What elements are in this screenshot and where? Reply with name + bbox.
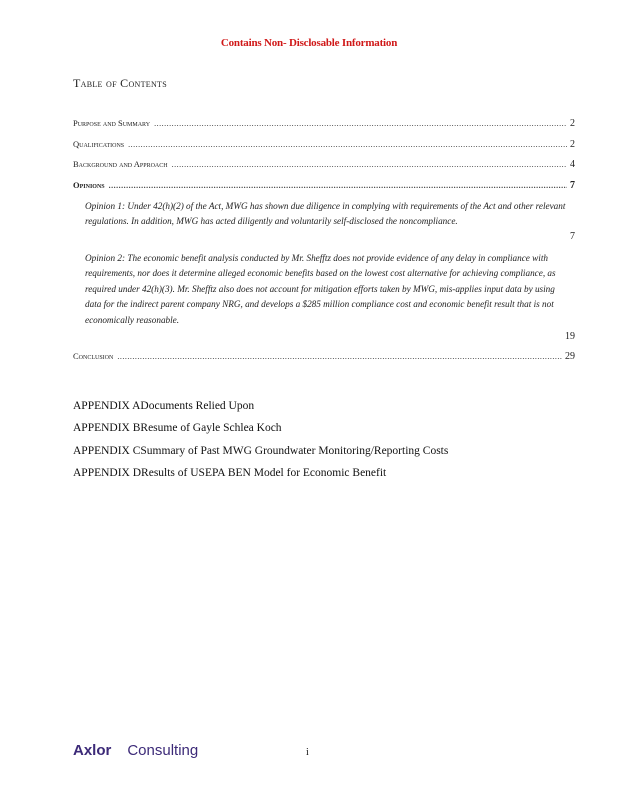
toc-entry-page: 19 [565,331,575,342]
dot-leader [109,181,567,190]
toc-entry-page: 2 [570,139,575,150]
confidentiality-notice: Contains Non- Disclosable Information [220,37,398,49]
toc-entry-background[interactable] [73,159,575,170]
opinion-2-text: Opinion 2: The economic benefit analysis conducted by Mr. Shefftz does not provide evidence of any delay in compliance with requirements, nor does it determine alleged economic benefits based on the lowest cost alternative for achieving compliance, as required under 42(h)(3). Mr. Shefftz also does not account for mitigation efforts taken by MWG, mis-applies input data by using data for the indirect parent company NRG, and develops a $285 million compliance cost and economic benefit result that is not economically reasonable. [85,253,556,325]
toc-entry-label: Purpose and Summary [73,118,151,128]
toc-entry-label: Qualifications [73,139,125,149]
toc-title: Table of Contents [73,76,167,90]
toc-entry-page: 29 [565,351,575,362]
page-number: i [306,747,309,758]
toc-entry-opinion-1[interactable] [85,199,575,244]
brand-name-part2: Consulting [127,742,199,759]
toc-entry-page: 2 [570,118,575,129]
appendix-b[interactable]: APPENDIX BResume of Gayle Schlea Koch [73,422,282,434]
opinion-1-text: Opinion 1: Under 42(h)(2) of the Act, MWG has shown due diligence in complying with requirements of the Act and other relevant regulations. In addition, MWG has acted diligently and voluntarily self-disclosed the noncompliance. [85,201,566,227]
toc-entry-conclusion[interactable] [73,351,575,362]
appendix-c[interactable]: APPENDIX CSummary of Past MWG Groundwater Monitoring/Reporting Costs [73,445,449,457]
toc-entry-qualifications[interactable] [73,139,575,150]
appendix-d[interactable]: APPENDIX DResults of USEPA BEN Model for Economic Benefit [73,467,387,479]
toc-entry-page: 7 [570,180,575,191]
dot-leader [117,352,562,361]
dot-leader [128,140,567,149]
toc-entry-label: Opinions [73,180,105,190]
toc-entry-purpose[interactable] [73,118,575,129]
toc-entry-page: 4 [570,159,575,170]
toc-entry-page: 7 [570,231,575,242]
toc-entry-opinion-2[interactable] [85,251,575,344]
brand-name-part1: Axlor [73,742,112,759]
company-logo [73,742,198,759]
toc-entry-label: Background and Approach [73,159,168,169]
dot-leader [172,160,567,169]
toc-entry-label: Conclusion [73,351,114,361]
appendix-a[interactable]: APPENDIX ADocuments Relied Upon [73,400,255,412]
dot-leader [154,119,567,128]
toc-entry-opinions[interactable] [73,180,575,191]
